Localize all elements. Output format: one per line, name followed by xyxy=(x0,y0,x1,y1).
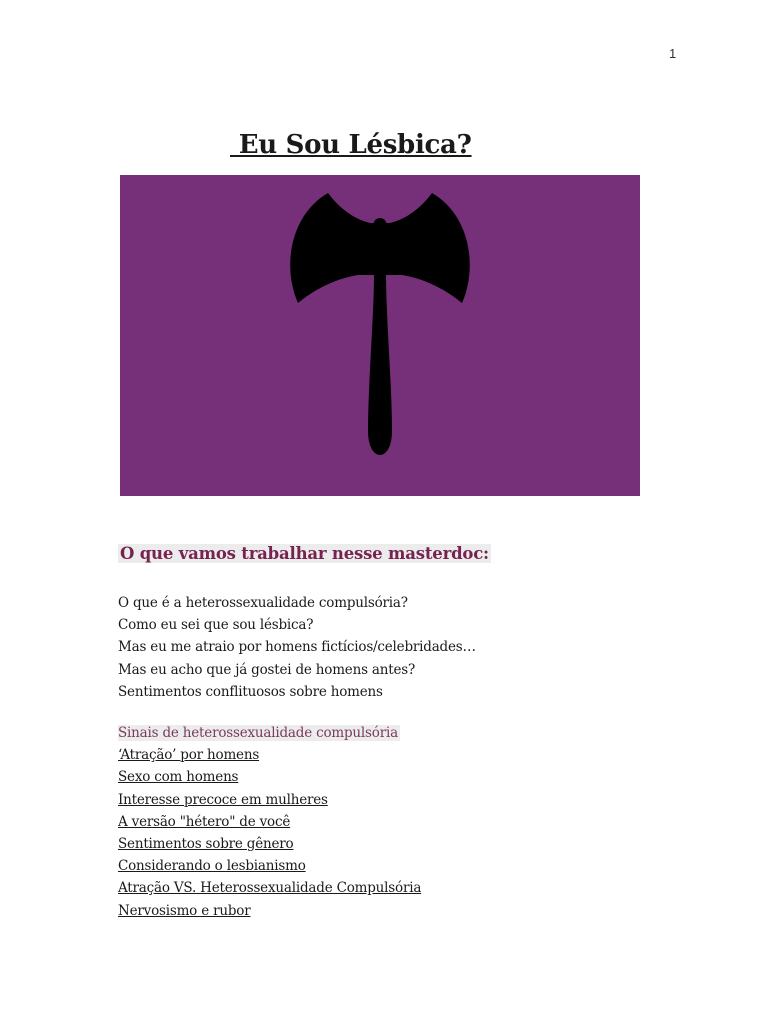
page-title: Eu Sou Lésbica? xyxy=(230,130,472,160)
toc-link[interactable]: Considerando o lesbianismo xyxy=(118,858,306,875)
list-item: O que é a heterossexualidade compulsória? xyxy=(118,595,408,611)
signs-heading: Sinais de heterossexualidade compulsória xyxy=(118,725,398,741)
overview-heading: O que vamos trabalhar nesse masterdoc: xyxy=(120,544,489,563)
lesbian-labrys-flag xyxy=(120,175,640,496)
list-item: Como eu sei que sou lésbica? xyxy=(118,617,314,634)
page-number: 1 xyxy=(669,46,677,61)
list-item: Mas eu acho que já gostei de homens antes? xyxy=(118,661,416,678)
signs-link-list xyxy=(118,722,421,922)
list-item: Mas eu me atraio por homens fictícios/celebridades… xyxy=(118,639,476,656)
toc-link[interactable]: Sexo com homens xyxy=(118,769,239,786)
overview-topic-list xyxy=(118,592,476,703)
toc-link[interactable]: Interesse precoce em mulheres xyxy=(118,791,328,808)
list-item: Sentimentos conflituosos sobre homens xyxy=(118,683,383,700)
toc-link[interactable]: Nervosismo e rubor xyxy=(118,902,251,919)
toc-link[interactable]: ‘Atração’ por homens xyxy=(118,747,260,764)
toc-link[interactable]: Sentimentos sobre gênero xyxy=(118,835,294,852)
toc-link[interactable]: Atração VS. Heterossexualidade Compulsória xyxy=(118,880,422,897)
labrys-icon xyxy=(120,175,640,496)
toc-link[interactable]: A versão "hétero" de você xyxy=(118,813,291,830)
